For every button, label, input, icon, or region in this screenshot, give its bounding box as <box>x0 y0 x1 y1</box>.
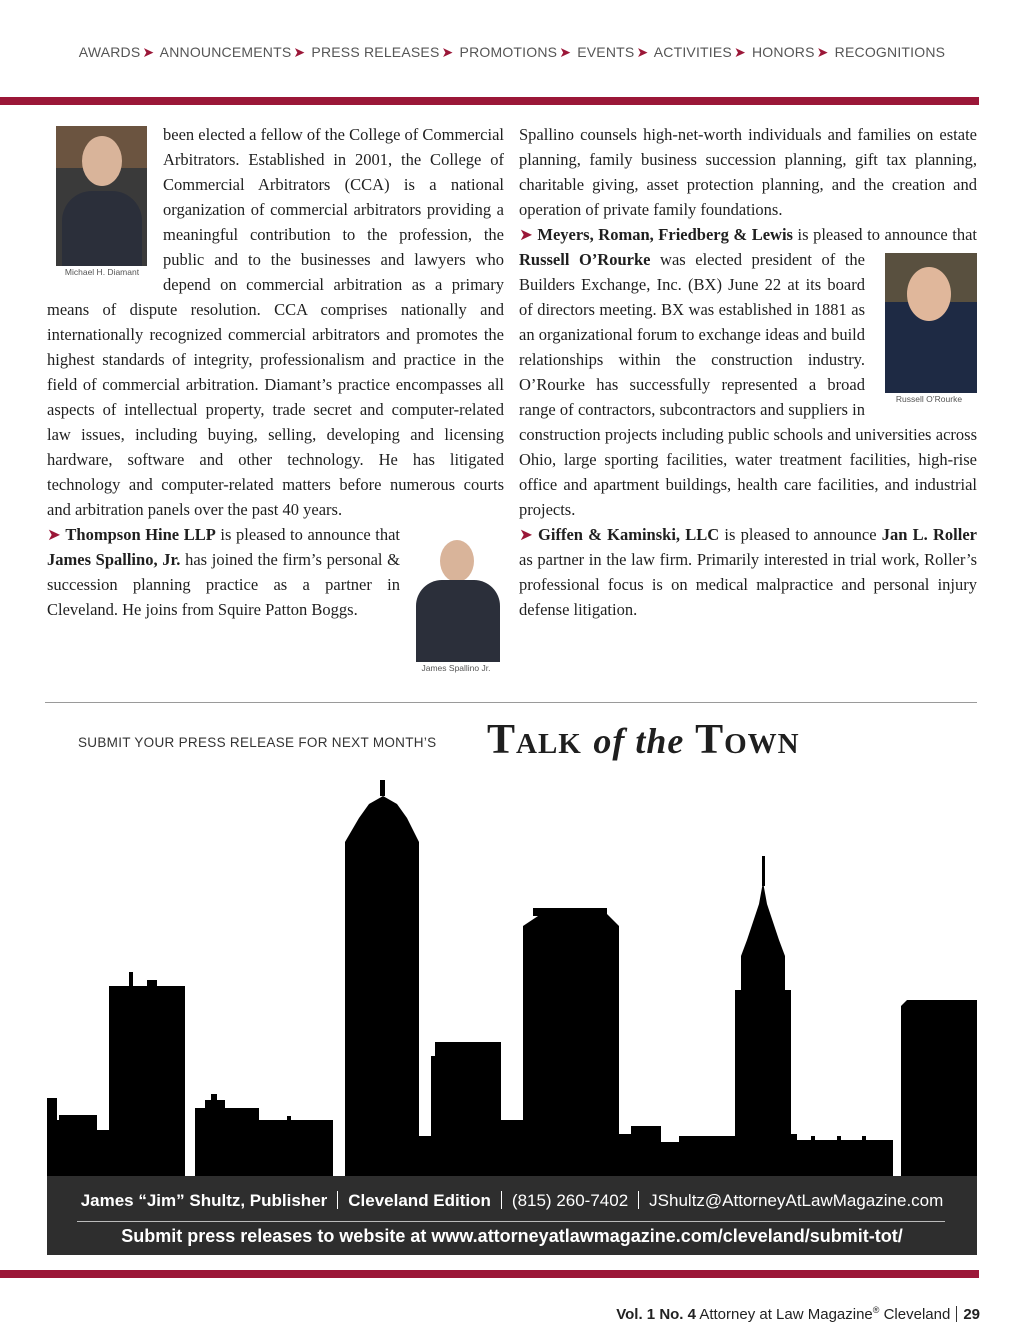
arrow-bullet-icon: ➤ <box>519 225 538 244</box>
portrait-head <box>82 136 122 186</box>
thompson-firm: Thompson Hine LLP <box>65 525 216 544</box>
meyers-person: Russell O’Rourke <box>519 250 651 269</box>
separator <box>501 1191 502 1209</box>
arrow-icon: ➤ <box>293 44 306 60</box>
spallino-cont-text: Spallino counsels high-net-worth individuals and families on estate planning, family business succession planning, gift tax planning, charitable giving, asset protection planning, and the creation and operation of private family foundations. <box>519 125 977 219</box>
giffen-text2: as partner in the law firm. Primarily interested in trial work, Roller’s professional focus is on medical malpractice and personal injury defense litigation. <box>519 550 977 619</box>
talk-of-the-town-title <box>487 716 800 764</box>
arrow-icon: ➤ <box>441 44 454 60</box>
contact-row <box>47 1191 977 1211</box>
portrait-head <box>440 540 474 582</box>
contact-rule <box>77 1221 945 1222</box>
meyers-text2: was elected president of the Builders Exchange, Inc. (BX) June 22 at its board of directors meeting. BX was established in 1881 as an organizational forum to exchange ideas and build relationships within the construction industry. O’Rourke has successfully represented a broad range of contractors, subcontractors and suppliers in construction projects including public schools and universities across Ohio, large sporting facilities, water treatment facilities, high-rise office and apartment buildings, health care facilities, and industrial projects. <box>519 250 977 519</box>
giffen-paragraph <box>519 522 977 622</box>
separator <box>956 1306 957 1322</box>
page-number: 29 <box>963 1306 980 1323</box>
category-honors: HONORS <box>751 44 815 60</box>
category-recognitions: RECOGNITIONS <box>834 44 946 60</box>
right-column <box>519 122 977 622</box>
top-rule <box>0 97 979 105</box>
title-town: Town <box>695 717 800 763</box>
diamant-figure <box>47 122 157 278</box>
orourke-photo <box>885 253 977 393</box>
spallino-photo <box>412 534 504 662</box>
submit-lead: SUBMIT YOUR PRESS RELEASE FOR NEXT MONTH’S <box>78 735 437 750</box>
category-announcements: ANNOUNCEMENTS <box>159 44 292 60</box>
submit-url-link[interactable]: Submit press releases to website at www.attorneyatlawmagazine.com/cleveland/submit-tot/ <box>121 1226 903 1246</box>
cleveland-skyline-illustration <box>47 780 977 1177</box>
arrow-icon: ➤ <box>636 44 649 60</box>
category-events: EVENTS <box>577 44 635 60</box>
separator <box>337 1191 338 1209</box>
giffen-firm: Giffen & Kaminski, LLC <box>538 525 720 544</box>
category-press-releases: PRESS RELEASES <box>311 44 440 60</box>
arrow-icon: ➤ <box>816 44 829 60</box>
spallino-continued <box>519 122 977 222</box>
orourke-figure <box>869 247 977 405</box>
registered-mark: ® <box>872 1305 880 1315</box>
spallino-figure <box>408 534 504 674</box>
edition-label: Cleveland Edition <box>348 1191 491 1210</box>
diamant-text: been elected a fellow of the College of Commercial Arbitrators. Established in 2001, the College of Commercial Arbitrators (CCA) is a national organization of commercial arbitrators providing a meaningful contribution to the profession, the public and to the businesses and lawyers who depend on commercial arbitration as a primary means of dispute resolution. CCA comprises nationally and internationally recognized commercial arbitrators and promotes the highest standards of integrity, professionalism and practice in the field of commercial arbitration. Diamant’s practice encompasses all aspects of intellectual property, trade secret and computer-related law issues, including buying, selling, developing and licensing hardware, software and other technology. He has litigated technology and computer-related matters before numerous courts and arbitration panels over the past 40 years. <box>47 125 504 519</box>
thompson-person: James Spallino, Jr. <box>47 550 181 569</box>
portrait-head <box>907 267 951 321</box>
email-link[interactable]: JShultz@AttorneyAtLawMagazine.com <box>649 1191 944 1210</box>
page-footer <box>616 1305 980 1323</box>
volume-label: Vol. 1 No. 4 <box>616 1306 696 1323</box>
spallino-caption: James Spallino Jr. <box>421 663 491 673</box>
diamant-caption: Michael H. Diamant <box>64 267 140 277</box>
arrow-icon: ➤ <box>142 44 155 60</box>
portrait-suit <box>416 580 500 662</box>
arrow-icon: ➤ <box>733 44 746 60</box>
thompson-text1: is pleased to announce that <box>215 525 401 544</box>
left-column <box>47 122 504 674</box>
arrow-bullet-icon: ➤ <box>519 525 539 544</box>
arrow-icon: ➤ <box>559 44 572 60</box>
section-divider <box>45 702 977 703</box>
thompson-text2: has joined the firm’s personal & succession planning practice as a partner in Cleveland. He joins from Squire Patton Boggs. <box>47 550 400 619</box>
orourke-caption: Russell O’Rourke <box>895 394 963 404</box>
bottom-rule <box>0 1270 979 1278</box>
diamant-photo <box>56 126 147 266</box>
category-bar <box>0 44 1024 61</box>
contact-box <box>47 1176 977 1255</box>
portrait-suit <box>62 191 142 266</box>
city-label: Cleveland <box>883 1306 951 1323</box>
publisher-name: James “Jim” Shultz, Publisher <box>80 1191 328 1210</box>
giffen-text1: is pleased to announce <box>719 525 882 544</box>
category-awards: AWARDS <box>78 44 141 60</box>
magazine-name: Attorney at Law Magazine <box>699 1306 873 1323</box>
meyers-paragraph <box>519 222 977 522</box>
title-of-the: of the <box>593 721 685 761</box>
category-activities: ACTIVITIES <box>653 44 732 60</box>
category-promotions: PROMOTIONS <box>459 44 558 60</box>
meyers-text1: is pleased to announce that <box>792 225 978 244</box>
phone-number[interactable]: (815) 260-7402 <box>511 1191 629 1210</box>
meyers-firm: Meyers, Roman, Friedberg & Lewis <box>537 225 793 244</box>
separator <box>638 1191 639 1209</box>
title-talk: Talk <box>487 717 582 763</box>
giffen-person: Jan L. Roller <box>881 525 977 544</box>
arrow-bullet-icon: ➤ <box>47 525 66 544</box>
